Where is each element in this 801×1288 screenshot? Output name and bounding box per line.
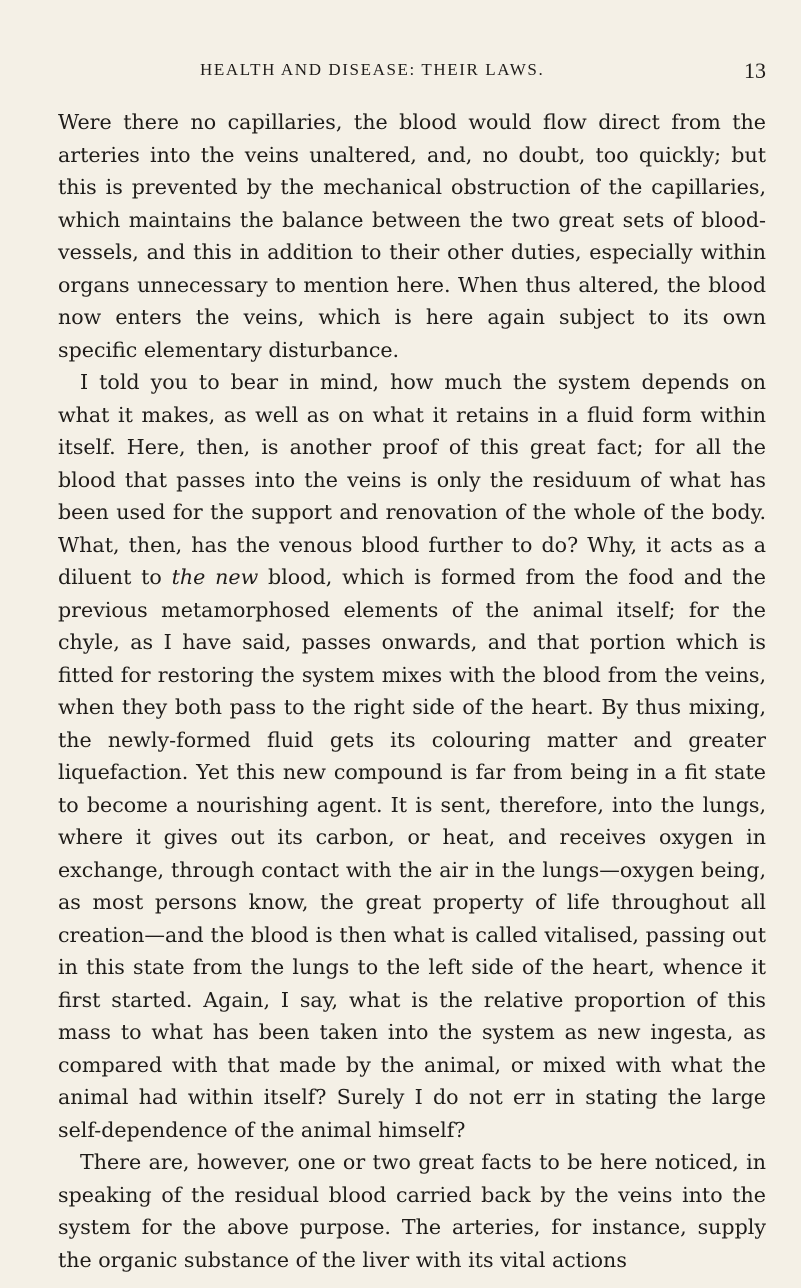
paragraph-1: Were there no capillaries, the blood would flow direct from the arteries into the veins unaltered, and, no doubt, too quickly; but this is prevented by the mechanical obstruction of the capillaries, which maintains the balance between the two great sets of blood-vessels, and this in addition to their other duties, especially within organs unnecessary to mention here. When thus altered, the blood now enters the veins, which is here again subject to its own specific elementary disturbance. xyxy=(58,110,766,362)
paragraph-2-text-after: blood, which is formed from the food and the previous metamorphosed elements of the animal itself; for the chyle, as I have said, passes onwards, and that portion which is fitted for restoring the system mixes with the blood from the veins, when they both pass to the right side of the heart. By thus mixing, the newly-formed fluid gets its colouring matter and greater liquefaction. Yet this new compound is far from being in a fit state to become a nourishing agent. It is sent, therefore, into the lungs, where it gives out its carbon, or heat, and receives oxygen in exchange, through contact with the air in the lungs—oxygen being, as most persons know, the great property of life throughout all creation—and the blood is then what is called vitalised, passing out in this state from the lungs to the left side of the heart, whence it first started. Again, I say, what is the relative proportion of this mass to what has been taken into the system as new ingesta, as compared with that made by the animal, or mixed with what the animal had within itself? Surely I do not err in stating the large self-dependence of the animal himself? xyxy=(58,565,766,1142)
running-head xyxy=(58,60,766,84)
paragraph-2-text-before: I told you to bear in mind, how much the system depends on what it makes, as well as on what it retains in a fluid form within itself. Here, then, is another proof of this great fact; for all the blood that passes into the veins is only the residuum of what has been used for the support and renovation of the whole of the body. What, then, has the venous blood further to do? Why, it acts as a diluent to xyxy=(58,370,766,589)
page-number: 13 xyxy=(744,58,766,83)
body-text xyxy=(58,106,766,1276)
running-title: HEALTH AND DISEASE: THEIR LAWS. xyxy=(200,60,545,79)
paragraph-2 xyxy=(58,366,766,1146)
paragraph-2-emphasis: the new xyxy=(171,565,259,589)
paragraph-3: There are, however, one or two great facts to be here noticed, in speaking of the residual blood carried back by the veins into the system for the above purpose. The arteries, for instance, supply the organic substance of the liver with its vital actions xyxy=(58,1150,766,1272)
